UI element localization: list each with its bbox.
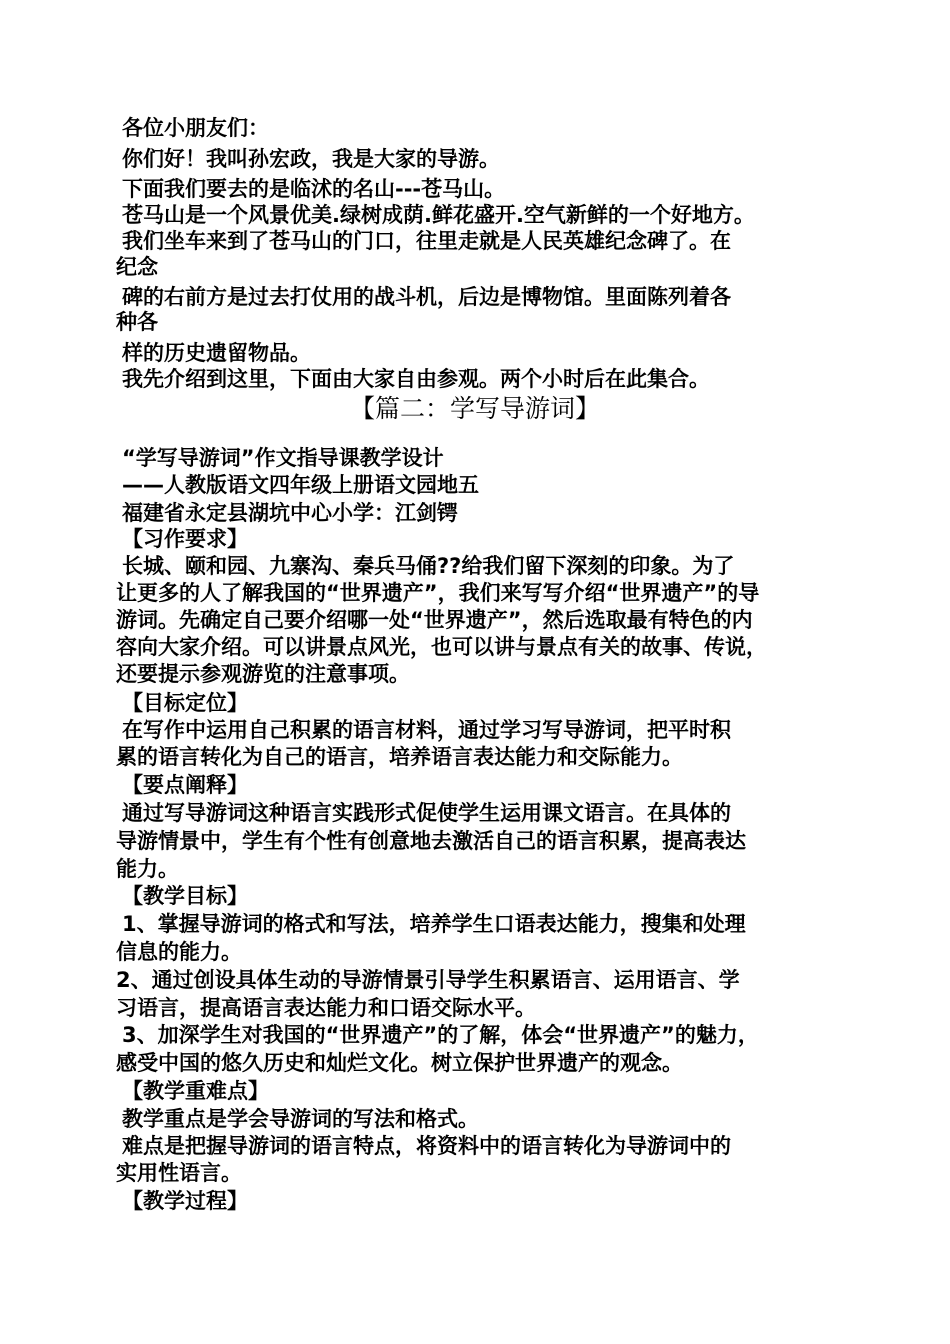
body-line: 导游情景中，学生有个性有创意地去激活自己的语言积累，提高表达 bbox=[116, 829, 746, 853]
body-line: 你们好！我叫孙宏政，我是大家的导游。 bbox=[122, 147, 500, 171]
section-label: 【教学重难点】 bbox=[122, 1079, 269, 1103]
body-line: 习语言，提高语言表达能力和口语交际水平。 bbox=[116, 996, 536, 1020]
body-line: 苍马山是一个风景优美.绿树成荫.鲜花盛开.空气新鲜的一个好地方。 bbox=[122, 203, 755, 227]
body-line: 游词。先确定自己要介绍哪一处“世界遗产”，然后选取最有特色的内 bbox=[116, 608, 753, 632]
body-line: 让更多的人了解我国的“世界遗产”，我们来写写介绍“世界遗产”的导 bbox=[116, 581, 760, 605]
body-line: 纪念 bbox=[116, 255, 158, 279]
section-label: 【习作要求】 bbox=[122, 527, 248, 551]
body-line: 下面我们要去的是临沭的名山---苍马山。 bbox=[122, 177, 506, 201]
section-heading: 【篇二：学写导游词】 bbox=[349, 394, 600, 423]
body-line: 能力。 bbox=[116, 857, 179, 881]
body-line: 累的语言转化为自己的语言，培养语言表达能力和交际能力。 bbox=[116, 745, 683, 769]
section-label: 【教学目标】 bbox=[122, 884, 248, 908]
body-line: 种各 bbox=[116, 310, 158, 334]
body-line: 2、通过创设具体生动的导游情景引导学生积累语言、运用语言、学 bbox=[116, 968, 740, 992]
greeting-line: 各位小朋友们： bbox=[122, 116, 269, 140]
body-line: 样的历史遗留物品。 bbox=[122, 341, 311, 365]
body-line: 通过写导游词这种语言实践形式促使学生运用课文语言。在具体的 bbox=[122, 801, 731, 825]
doc-subtitle-line: ——人教版语文四年级上册语文园地五 bbox=[122, 473, 479, 497]
body-line: 实用性语言。 bbox=[116, 1161, 242, 1185]
body-line: 碑的右前方是过去打仗用的战斗机，后边是博物馆。里面陈列着各 bbox=[122, 285, 731, 309]
body-line: 在写作中运用自己积累的语言材料，通过学习写导游词，把平时积 bbox=[122, 718, 731, 742]
body-line: 我先介绍到这里，下面由大家自由参观。两个小时后在此集合。 bbox=[122, 367, 710, 391]
body-line: 1、掌握导游词的格式和写法，培养学生口语表达能力，搜集和处理 bbox=[122, 912, 746, 936]
doc-title-line: “学写导游词”作文指导课教学设计 bbox=[122, 446, 444, 470]
body-line: 教学重点是学会导游词的写法和格式。 bbox=[122, 1107, 479, 1131]
section-label: 【要点阐释】 bbox=[122, 773, 248, 797]
section-label: 【目标定位】 bbox=[122, 691, 248, 715]
doc-author-line: 福建省永定县湖坑中心小学：江剑锷 bbox=[122, 501, 458, 525]
body-line: 信息的能力。 bbox=[116, 940, 242, 964]
section-label: 【教学过程】 bbox=[122, 1189, 248, 1213]
body-line: 难点是把握导游词的语言特点，将资料中的语言转化为导游词中的 bbox=[122, 1134, 731, 1158]
body-line: 3、加深学生对我国的“世界遗产”的了解，体会“世界遗产”的魅力， bbox=[122, 1023, 759, 1047]
body-line: 我们坐车来到了苍马山的门口，往里走就是人民英雄纪念碑了。在 bbox=[122, 229, 731, 253]
body-line: 容向大家介绍。可以讲景点风光，也可以讲与景点有关的故事、传说， bbox=[116, 635, 767, 659]
body-line: 长城、颐和园、九寨沟、秦兵马俑??给我们留下深刻的印象。为了 bbox=[122, 554, 735, 578]
body-line: 感受中国的悠久历史和灿烂文化。树立保护世界遗产的观念。 bbox=[116, 1051, 683, 1075]
body-line: 还要提示参观游览的注意事项。 bbox=[116, 662, 410, 686]
